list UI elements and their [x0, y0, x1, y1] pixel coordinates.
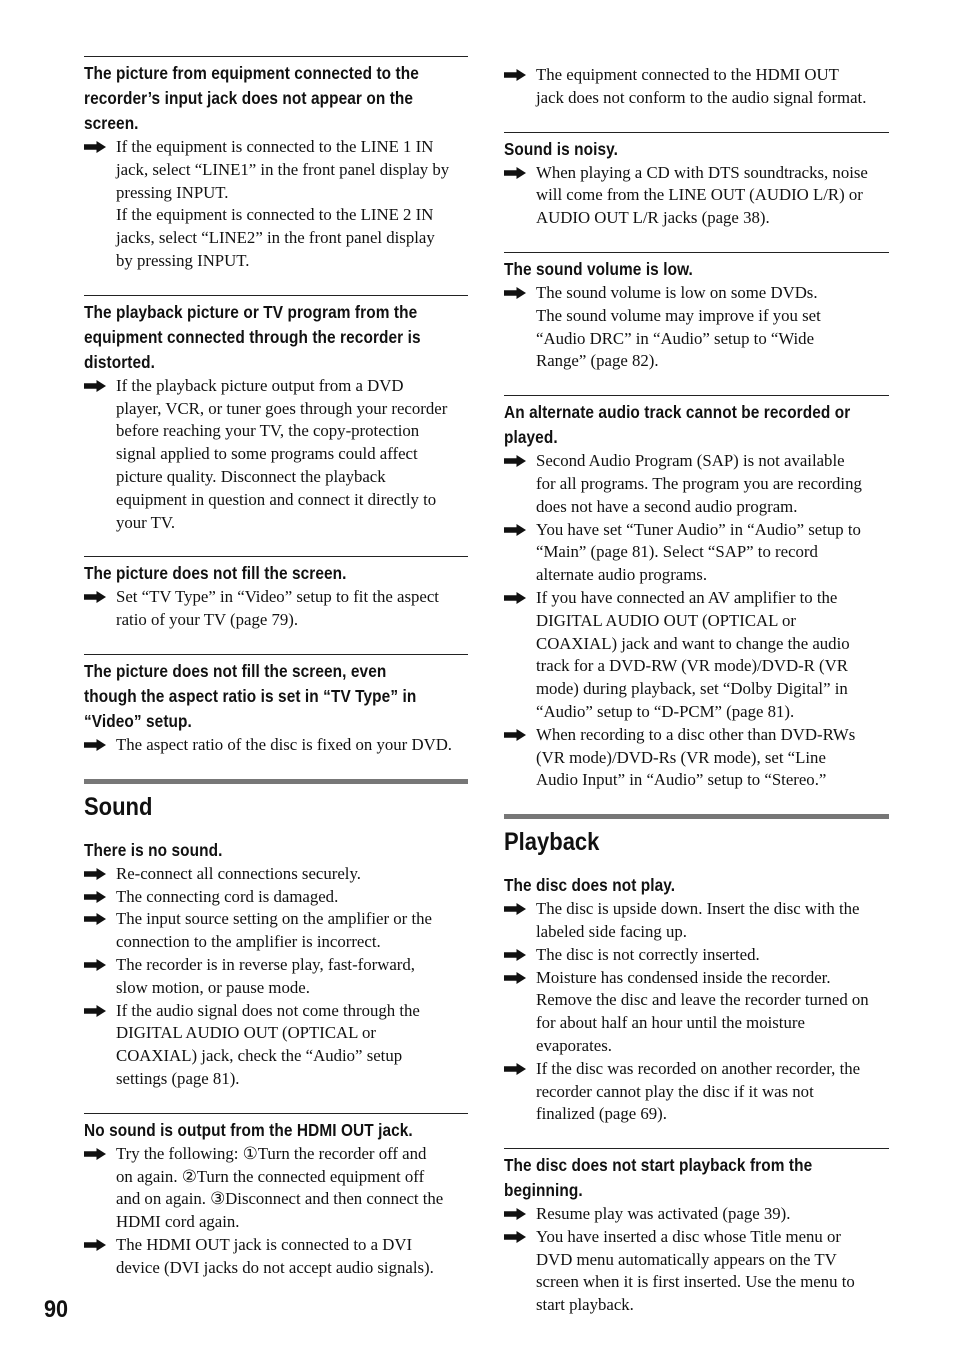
troubleshooting-topic: [504, 252, 889, 373]
solution-text-line: signal applied to some programs could affect: [116, 444, 418, 464]
solution-text-line: start playback.: [536, 1295, 634, 1315]
solution-item: [504, 519, 889, 587]
right-column: [504, 56, 889, 1339]
solution-item: [504, 967, 889, 1058]
troubleshooting-topic: [504, 395, 889, 792]
solution-item: [504, 282, 889, 373]
solution-text-line: picture quality. Disconnect the playback: [116, 466, 386, 486]
solution-text-line: mode) during playback, set “Dolby Digital” in: [536, 679, 848, 699]
solution-item: [84, 136, 468, 273]
arrow-bullet-icon: [504, 1208, 526, 1220]
topic-heading: [504, 873, 889, 898]
arrow-bullet-icon: [504, 972, 526, 984]
section-header: [84, 779, 468, 822]
solution-text-line: for about half an hour until the moisture: [536, 1013, 805, 1033]
topic-heading: [504, 257, 889, 282]
heading-line: The disc does not play.: [504, 875, 676, 896]
topic-heading: [504, 137, 889, 162]
solution-item: [504, 64, 889, 110]
solution-text-line: equipment in question and connect it directly to: [116, 489, 437, 509]
arrow-bullet-icon: [504, 287, 526, 299]
solution-item: [84, 954, 468, 1000]
solution-text-line: Audio Input” in “Audio” setup to “Stereo.”: [536, 770, 827, 790]
solution-text-line: If the disc was recorded on another recorder, the: [536, 1058, 861, 1078]
solution-text-line: Re-connect all connections securely.: [116, 863, 361, 883]
heading-line: The picture does not fill the screen.: [84, 563, 347, 584]
heading-line: There is no sound.: [84, 839, 223, 860]
arrow-bullet-icon: [84, 891, 106, 903]
solution-item: [84, 586, 468, 632]
solution-text-line: The sound volume may improve if you set: [536, 305, 821, 325]
solution-text-line: Remove the disc and leave the recorder turned on: [536, 990, 869, 1010]
solution-text-line: screen when it is first inserted. Use the menu to: [536, 1272, 855, 1292]
solution-text-line: If the equipment is connected to the LINE 1 IN: [116, 137, 434, 156]
solution-text-line: Set “TV Type” in “Video” setup to fit the aspect: [116, 587, 439, 607]
arrow-bullet-icon: [504, 949, 526, 961]
topic-heading: [504, 1153, 889, 1203]
solution-text-line: If the playback picture output from a DVD: [116, 375, 404, 395]
heading-line: No sound is output from the HDMI OUT jack.: [84, 1119, 413, 1140]
section-rule: [84, 779, 468, 784]
solution-text-line: You have inserted a disc whose Title menu or: [536, 1226, 841, 1246]
solution-item: [504, 587, 889, 724]
page-number: 90: [44, 1296, 69, 1323]
arrow-bullet-icon: [504, 592, 526, 604]
solution-text-line: jack, select “LINE1” in the front panel display by: [116, 159, 450, 179]
heading-line: “Video” setup.: [84, 710, 192, 731]
troubleshooting-topic: [504, 1148, 889, 1317]
heading-line: Sound is noisy.: [504, 138, 618, 159]
solution-text-line: You have set “Tuner Audio” in “Audio” setup to: [536, 519, 861, 539]
heading-line: An alternate audio track cannot be recorded or: [504, 402, 851, 423]
heading-line: beginning.: [504, 1180, 583, 1201]
solution-text-line: “Main” (page 81). Select “SAP” to record: [536, 542, 818, 562]
solution-text-line: The input source setting on the amplifier or the: [116, 909, 432, 929]
heading-line: The picture does not fill the screen, even: [84, 660, 387, 681]
solution-text-line: recorder cannot play the disc if it was not: [536, 1081, 814, 1101]
solution-text-line: does not have a second audio program.: [536, 496, 798, 516]
troubleshooting-topic: [84, 654, 468, 757]
solution-text-line: HDMI cord again.: [116, 1212, 240, 1232]
section-rule: [504, 814, 889, 819]
troubleshooting-topic: [84, 556, 468, 632]
topic-heading: [504, 400, 889, 450]
heading-line: The disc does not start playback from the: [504, 1155, 813, 1176]
solution-text-line: DIGITAL AUDIO OUT (OPTICAL or: [536, 610, 796, 630]
troubleshooting-topic: [84, 838, 468, 1091]
solution-text-line: alternate audio programs.: [536, 565, 708, 585]
troubleshooting-topic: [84, 1113, 468, 1280]
heading-line: The picture from equipment connected to the: [84, 63, 419, 83]
solution-text-line: device (DVI jacks do not accept audio signals).: [116, 1257, 434, 1277]
topic-heading: [84, 300, 468, 375]
topic-heading: [84, 61, 468, 136]
arrow-bullet-icon: [84, 380, 106, 392]
solution-item: [84, 1000, 468, 1091]
arrow-bullet-icon: [84, 1148, 106, 1160]
solution-text-line: Try the following: ①Turn the recorder off and: [116, 1143, 427, 1163]
solution-text-line: player, VCR, or tuner goes through your recorder: [116, 398, 448, 418]
heading-line: screen.: [84, 113, 139, 133]
solution-item: [504, 1203, 889, 1226]
solution-text-line: The sound volume is low on some DVDs.: [536, 282, 818, 302]
arrow-bullet-icon: [504, 167, 526, 179]
solution-item: [504, 944, 889, 967]
arrow-bullet-icon: [84, 959, 106, 971]
section-title: Playback: [504, 828, 600, 857]
arrow-bullet-icon: [504, 455, 526, 467]
solution-item: [84, 1143, 468, 1234]
solution-text-line: Moisture has condensed inside the recorder.: [536, 967, 831, 987]
solution-item: [84, 908, 468, 954]
solution-item: [84, 886, 468, 909]
section-header: [504, 814, 889, 857]
solution-text-line: ratio of your TV (page 79).: [116, 610, 299, 630]
solution-text-line: When playing a CD with DTS soundtracks, noise: [536, 162, 868, 182]
solution-text-line: jacks, select “LINE2” in the front panel display: [116, 228, 435, 248]
solution-text-line: jack does not conform to the audio signal format.: [536, 87, 867, 107]
solution-text-line: AUDIO OUT L/R jacks (page 38).: [536, 208, 770, 228]
solution-text-line: connection to the amplifier is incorrect.: [116, 932, 381, 952]
heading-line: played.: [504, 427, 558, 448]
heading-line: The playback picture or TV program from the: [84, 301, 418, 322]
solution-text-line: Second Audio Program (SAP) is not available: [536, 451, 845, 471]
solution-item: [504, 1226, 889, 1317]
arrow-bullet-icon: [504, 903, 526, 915]
solution-text-line: by pressing INPUT.: [116, 250, 250, 270]
heading-line: distorted.: [84, 351, 156, 372]
solution-text-line: evaporates.: [536, 1035, 612, 1055]
solution-text-line: When recording to a disc other than DVD-RWs: [536, 724, 856, 744]
solution-item: [504, 898, 889, 944]
solution-text-line: The HDMI OUT jack is connected to a DVI: [116, 1234, 413, 1254]
troubleshooting-topic: [84, 295, 468, 535]
solution-item: [84, 734, 468, 757]
solution-text-line: pressing INPUT.: [116, 182, 229, 202]
troubleshooting-topic: [504, 873, 889, 1126]
troubleshooting-topic: [84, 56, 468, 273]
arrow-bullet-icon: [504, 69, 526, 81]
solution-item: [504, 724, 889, 792]
solution-item: [84, 1234, 468, 1280]
solution-text-line: “Audio DRC” in “Audio” setup to “Wide: [536, 328, 815, 348]
arrow-bullet-icon: [84, 1005, 106, 1017]
heading-line: recorder’s input jack does not appear on the: [84, 88, 414, 108]
solution-item: [84, 375, 468, 535]
arrow-bullet-icon: [84, 141, 106, 153]
solution-text-line: Resume play was activated (page 39).: [536, 1204, 791, 1224]
left-column: [84, 56, 468, 1302]
solution-text-line: on again. ②Turn the connected equipment off: [116, 1166, 425, 1186]
arrow-bullet-icon: [84, 591, 106, 603]
solution-text-line: DIGITAL AUDIO OUT (OPTICAL or: [116, 1023, 376, 1043]
solution-text-line: labeled side facing up.: [536, 921, 687, 941]
solution-text-line: COAXIAL) jack, check the “Audio” setup: [116, 1046, 403, 1066]
solution-text-line: COAXIAL) jack and want to change the audio: [536, 633, 850, 653]
troubleshooting-topic: [504, 132, 889, 230]
arrow-bullet-icon: [84, 739, 106, 751]
solution-text-line: The aspect ratio of the disc is fixed on your DVD.: [116, 734, 453, 754]
topic-heading: [84, 659, 468, 734]
solution-text-line: track for a DVD-RW (VR mode)/DVD-R (VR: [536, 656, 848, 676]
solution-text-line: finalized (page 69).: [536, 1104, 667, 1124]
arrow-bullet-icon: [504, 729, 526, 741]
solution-text-line: settings (page 81).: [116, 1068, 240, 1088]
solution-text-line: DVD menu automatically appears on the TV: [536, 1249, 837, 1269]
solution-text-line: (VR mode)/DVD-Rs (VR mode), set “Line: [536, 747, 826, 767]
solution-text-line: The equipment connected to the HDMI OUT: [536, 65, 839, 84]
solution-item: [84, 863, 468, 886]
solution-item: [504, 450, 889, 518]
solution-text-line: will come from the LINE OUT (AUDIO L/R) or: [536, 185, 863, 205]
solution-text-line: “Audio” setup to “D-PCM” (page 81).: [536, 701, 795, 721]
solution-text-line: The connecting cord is damaged.: [116, 886, 339, 906]
topic-heading: [84, 1118, 468, 1143]
solution-text-line: for all programs. The program you are recording: [536, 473, 862, 493]
heading-line: The sound volume is low.: [504, 258, 693, 279]
solution-text-line: If the audio signal does not come through the: [116, 1000, 420, 1020]
topic-heading: [84, 561, 468, 586]
arrow-bullet-icon: [504, 524, 526, 536]
arrow-bullet-icon: [84, 868, 106, 880]
troubleshooting-topic: [504, 64, 889, 110]
section-title: Sound: [84, 792, 153, 821]
heading-line: equipment connected through the recorder is: [84, 326, 421, 347]
solution-text-line: The disc is not correctly inserted.: [536, 944, 760, 964]
heading-line: though the aspect ratio is set in “TV Type” in: [84, 685, 417, 706]
solution-text-line: The recorder is in reverse play, fast-forward,: [116, 954, 415, 974]
topic-heading: [84, 838, 468, 863]
arrow-bullet-icon: [504, 1063, 526, 1075]
solution-text-line: If you have connected an AV amplifier to the: [536, 587, 838, 607]
arrow-bullet-icon: [504, 1231, 526, 1243]
solution-item: [504, 162, 889, 230]
solution-item: [504, 1058, 889, 1126]
arrow-bullet-icon: [84, 1239, 106, 1251]
solution-text-line: your TV.: [116, 512, 176, 532]
solution-text-line: and on again. ③Disconnect and then connect the: [116, 1189, 444, 1209]
solution-text-line: Range” (page 82).: [536, 351, 659, 371]
solution-text-line: The disc is upside down. Insert the disc with the: [536, 899, 860, 919]
solution-text-line: slow motion, or pause mode.: [116, 977, 310, 997]
solution-text-line: before reaching your TV, the copy-protection: [116, 421, 420, 441]
solution-text-line: If the equipment is connected to the LINE 2 IN: [116, 205, 434, 225]
arrow-bullet-icon: [84, 913, 106, 925]
